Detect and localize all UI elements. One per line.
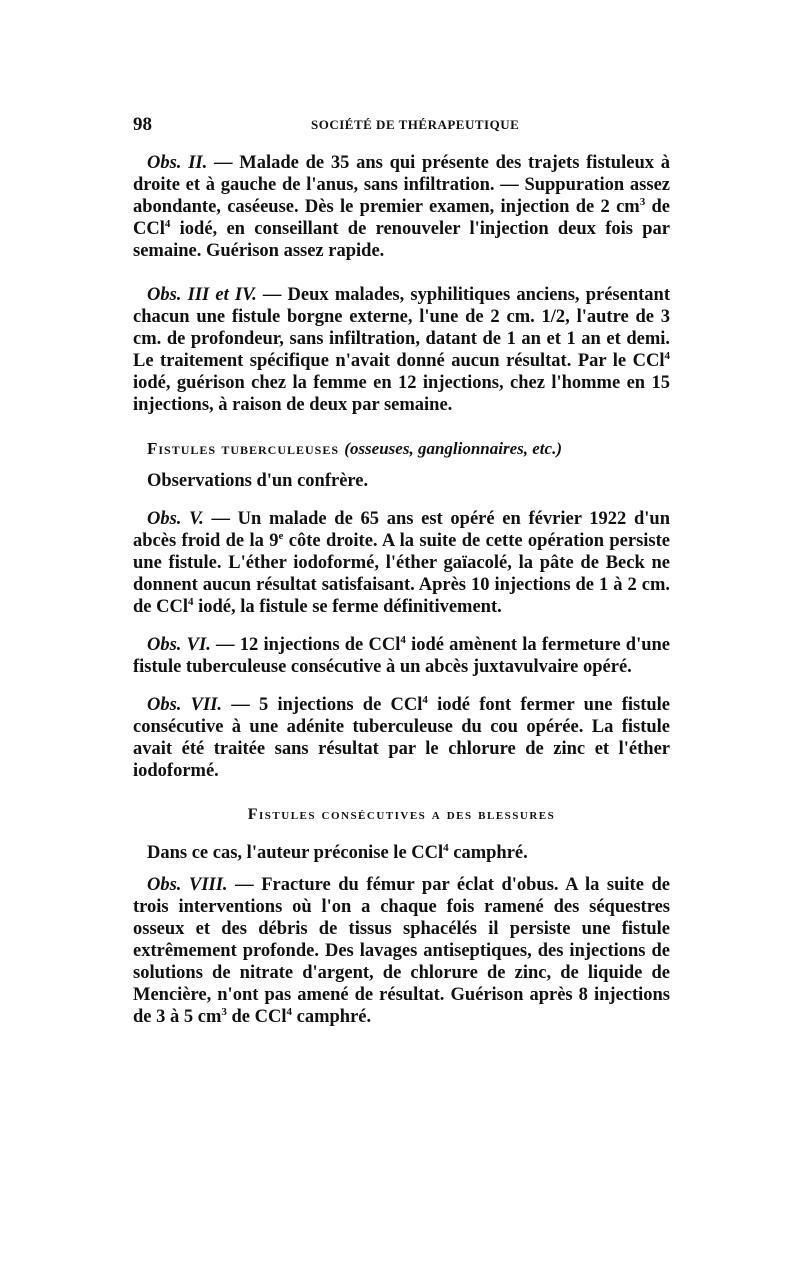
superscript: 4: [443, 841, 449, 854]
page-number: 98: [133, 114, 152, 135]
superscript: 3: [639, 195, 646, 208]
superscript: 4: [422, 693, 428, 706]
observation-text: iodé amènent la fermeture d'une fistule tuberculeuse consécutive à un abcès juxtavulvaire opéré.: [133, 635, 670, 677]
superscript: 4: [188, 595, 194, 608]
observation-text: de CCl: [133, 197, 670, 239]
superscript: e: [278, 529, 284, 542]
section-heading-wounds: Fistules consécutives a des blessures: [247, 806, 556, 823]
observation-7: [133, 694, 670, 782]
observation-text: iodé, la fistule se ferme définitivement.: [193, 597, 502, 617]
observation-label: Obs. VII.: [147, 695, 223, 715]
observation-label: Obs. VI.: [147, 635, 211, 655]
observation-text: côte droite. A la suite de cette opération persiste une fistule. L'éther iodoformé, l'éther gaïacolé, la pâte de Beck ne donnent aucun résultat satisfaisant. Après 10 injections de 1 à 2 cm. de CCl: [133, 531, 670, 617]
superscript: 3: [221, 1005, 227, 1018]
section-title: Fistules tuberculeuses: [147, 439, 340, 458]
section-intro-text: camphré.: [448, 843, 528, 863]
superscript: 4: [286, 1005, 292, 1018]
observation-label: Obs. VIII.: [147, 875, 228, 895]
superscript: 4: [400, 633, 406, 646]
observation-text: iodé, en conseillant de renouveler l'injection deux fois par semaine. Guérison assez rapide.: [133, 219, 670, 261]
observation-2: [133, 152, 670, 262]
section-intro-text: Dans ce cas, l'auteur préconise le CCl: [147, 843, 444, 863]
observation-6: [133, 634, 670, 678]
page-header: [133, 114, 673, 140]
section-subtitle: (osseuses, ganglionnaires, etc.): [344, 439, 562, 458]
observation-text: camphré.: [292, 1007, 372, 1027]
section-intro: [133, 842, 670, 864]
observation-text: — Deux malades, syphilitiques anciens, présentant chacun une fistule borgne externe, l'une de 2 cm. 1/2, l'autre de 3 cm. de profondeur, sans infiltration, datant de 1 an et 1 an et demi. Le traitement spécifique n'avait donné aucun résultat. Par le CCl: [133, 285, 670, 371]
observation-text: iodé font fermer une fistule consécutive à une adénite tuberculeuse du cou opérée. La fistule avait été traitée sans résultat par le chlorure de zinc et l'éther iodoformé.: [133, 695, 670, 781]
observation-text: iodé, guérison chez la femme en 12 injections, chez l'homme en 15 injections, à raison de deux par semaine.: [133, 373, 670, 415]
observation-8: [133, 874, 670, 1028]
observation-label: Obs. III et IV.: [147, 285, 257, 305]
observation-5: [133, 508, 670, 618]
observation-text: — Fracture du fémur par éclat d'obus. A la suite de trois interventions où l'on a chaque fois ramené des séquestres osseux et des débris de tissus sphacélés il persiste une fistule extrêmement profonde. Des lavages antiseptiques, des injections de solutions de nitrate d'argent, de chlorure de zinc, de liquide de Mencière, n'ont pas amené de résultat. Guérison après 8 injections de 3 à 5 cm: [133, 875, 670, 1027]
page-body: [133, 152, 670, 1028]
running-head: SOCIÉTÉ DE THÉRAPEUTIQUE: [311, 117, 520, 132]
superscript: 4: [164, 217, 171, 230]
superscript: 4: [664, 349, 670, 362]
observation-label: Obs. II.: [147, 153, 208, 173]
observation-text: de CCl: [226, 1007, 287, 1027]
observation-text: — Un malade de 65 ans est opéré en février 1922 d'un abcès froid de la 9: [133, 509, 671, 551]
observation-text: — 12 injections de CCl: [210, 635, 401, 655]
observation-text: — 5 injections de CCl: [222, 695, 423, 715]
section-heading-tuberculous: [133, 438, 670, 460]
observation-label: Obs. V.: [147, 509, 204, 529]
observation-text: — Malade de 35 ans qui présente des trajets fistuleux à droite et à gauche de l'anus, sans infiltration. — Suppuration assez abondante, caséeuse. Dès le premier examen, injection de 2 cm: [133, 153, 670, 217]
observation-3-4: [133, 284, 670, 416]
section-intro: Observations d'un confrère.: [147, 471, 369, 491]
